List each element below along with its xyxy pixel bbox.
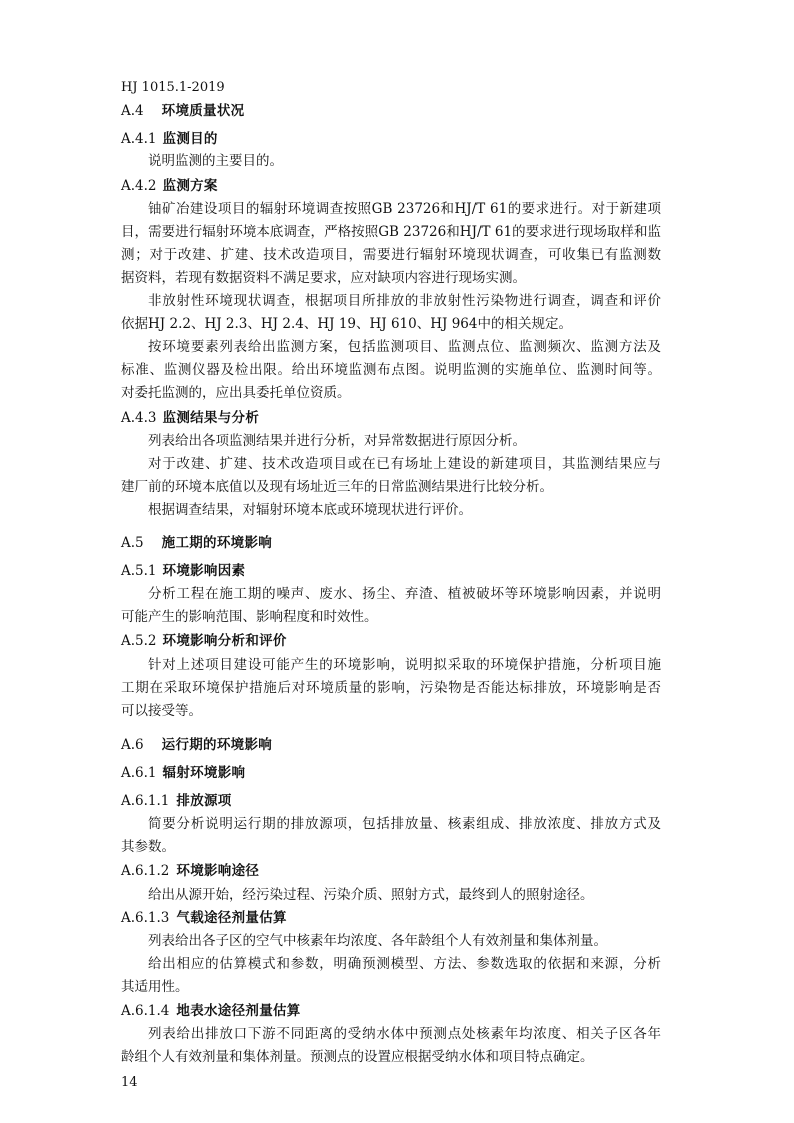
section-number: A.5.1 — [121, 563, 157, 579]
section-heading-a4 — [121, 101, 794, 121]
paragraph-line: 根据调查结果，对辐射环境本底或环境现状进行评价。 — [148, 502, 472, 518]
paragraph-line: 对于改建、扩建、技术改造项目或在已有场址上建设的新建项目，其监测结果应与 — [148, 456, 661, 472]
paragraph-line: 列表给出各项监测结果并进行分析，对异常数据进行原因分析。 — [148, 433, 526, 449]
section-heading-a5 — [121, 533, 794, 553]
paragraph-line: 对委托监测的，应出具委托单位资质。 — [121, 385, 351, 401]
section-title: 监测方案 — [162, 178, 218, 194]
section-title: 气载途径剂量估算 — [176, 910, 287, 926]
section-heading-a41 — [121, 129, 794, 149]
page-number: 14 — [121, 1075, 138, 1090]
paragraph-line: 测；对于改建、扩建、技术改造项目，需要进行辐射环境现状调查，可收集已有监测数 — [121, 247, 661, 263]
section-title: 监测目的 — [162, 131, 218, 147]
section-number: A.5.2 — [121, 633, 157, 649]
section-number: A.6.1.3 — [121, 910, 170, 926]
section-number: A.4.3 — [121, 410, 157, 426]
section-title: 监测结果与分析 — [162, 410, 260, 426]
section-title: 施工期的环境影响 — [161, 535, 273, 551]
section-number: A.4 — [121, 103, 144, 119]
section-number: A.6 — [121, 737, 144, 753]
paragraph-line: 其适用性。 — [121, 979, 189, 995]
section-heading-a613 — [121, 908, 794, 928]
paragraph-line: 建厂前的环境本底值以及现有场址近三年的日常监测结果进行比较分析。 — [121, 479, 553, 495]
paragraph-line: 可以接受等。 — [121, 703, 202, 719]
paragraph-line: 说明监测的主要目的。 — [148, 153, 283, 169]
section-number: A.6.1.1 — [121, 793, 170, 809]
section-number: A.6.1 — [121, 765, 157, 781]
section-heading-a43 — [121, 408, 794, 428]
standard-code-header: HJ 1015.1-2019 — [121, 80, 225, 95]
paragraph-line: 非放射性环境现状调查，根据项目所排放的非放射性污染物进行调查，调查和评价 — [148, 293, 661, 309]
paragraph-line: 简要分析说明运行期的排放源项，包括排放量、核素组成、排放浓度、排放方式及 — [148, 816, 661, 832]
section-number: A.6.1.2 — [121, 863, 170, 879]
section-title: 地表水途径剂量估算 — [176, 1003, 301, 1019]
paragraph-line: 给出相应的估算模式和参数，明确预测模型、方法、参数选取的依据和来源，分析 — [148, 956, 661, 972]
paragraph-line: 铀矿冶建设项目的辐射环境调查按照GB 23726和HJ/T 61的要求进行。对于新建项 — [148, 201, 661, 217]
section-title: 环境影响分析和评价 — [162, 633, 287, 649]
section-heading-a61 — [121, 763, 794, 783]
section-number: A.5 — [121, 535, 144, 551]
paragraph-line: 龄组个人有效剂量和集体剂量。预测点的设置应根据受纳水体和项目特点确定。 — [121, 1049, 594, 1065]
paragraph-line: 依据HJ 2.2、HJ 2.3、HJ 2.4、HJ 19、HJ 610、HJ 964中的相关规定。 — [121, 316, 572, 332]
paragraph-line: 其参数。 — [121, 839, 175, 855]
section-heading-a611 — [121, 791, 794, 811]
paragraph-line: 列表给出各子区的空气中核素年均浓度、各年龄组个人有效剂量和集体剂量。 — [148, 933, 607, 949]
section-heading-a614 — [121, 1001, 794, 1021]
paragraph-line: 标准、监测仪器及检出限。给出环境监测布点图。说明监测的实施单位、监测时间等。 — [121, 362, 661, 378]
paragraph-line: 分析工程在施工期的噪声、废水、扬尘、弃渣、植被破坏等环境影响因素，并说明 — [148, 586, 661, 602]
section-title: 环境质量状况 — [161, 103, 245, 119]
section-heading-a42 — [121, 176, 794, 196]
section-number: A.4.2 — [121, 178, 157, 194]
paragraph-line: 按环境要素列表给出监测方案，包括监测项目、监测点位、监测频次、监测方法及 — [148, 339, 661, 355]
paragraph-line: 列表给出排放口下游不同距离的受纳水体中预测点处核素年均浓度、相关子区各年 — [148, 1026, 661, 1042]
section-title: 运行期的环境影响 — [161, 737, 273, 753]
section-number: A.4.1 — [121, 131, 157, 147]
section-number: A.6.1.4 — [121, 1003, 170, 1019]
paragraph-line: 据资料，若现有数据资料不满足要求，应对缺项内容进行现场实测。 — [121, 270, 526, 286]
section-heading-a51 — [121, 561, 794, 581]
section-title: 排放源项 — [176, 793, 232, 809]
section-heading-a6 — [121, 735, 794, 755]
section-title: 辐射环境影响 — [162, 765, 246, 781]
section-title: 环境影响途径 — [176, 863, 260, 879]
paragraph-line: 工期在采取环境保护措施后对环境质量的影响，污染物是否能达标排放，环境影响是否 — [121, 680, 661, 696]
section-heading-a52 — [121, 631, 794, 651]
paragraph-line: 目，需要进行辐射环境本底调查，严格按照GB 23726和HJ/T 61的要求进行现场取样和监 — [121, 224, 661, 240]
section-heading-a612 — [121, 861, 794, 881]
section-title: 环境影响因素 — [162, 563, 246, 579]
paragraph-line: 可能产生的影响范围、影响程度和时效性。 — [121, 609, 378, 625]
paragraph-line: 给出从源开始，经污染过程、污染介质、照射方式，最终到人的照射途径。 — [148, 887, 594, 903]
paragraph-line: 针对上述项目建设可能产生的环境影响，说明拟采取的环境保护措施，分析项目施 — [148, 657, 661, 673]
